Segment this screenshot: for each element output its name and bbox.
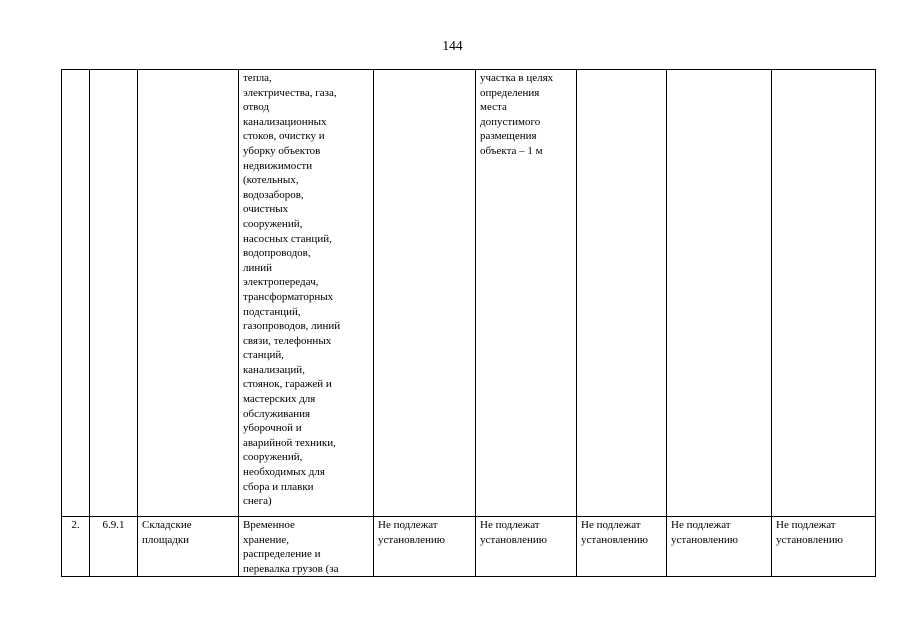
text-line: обслуживания (243, 407, 311, 420)
text-line: линий (243, 261, 273, 274)
text-line: Не подлежат (378, 519, 438, 531)
text-line: станций, (243, 349, 285, 362)
text-line: стоянок, гаражей и (243, 378, 332, 391)
text-line: участка в целях (480, 72, 554, 84)
name-cell (138, 517, 239, 577)
text-line: очистных (243, 203, 289, 216)
text-line: перевалка грузов (за (243, 562, 339, 575)
text-line: объекта – 1 м (480, 144, 543, 157)
text-line: установлению (776, 533, 844, 546)
description-cell (239, 70, 374, 517)
row-number-cell: 2. (62, 517, 90, 577)
text-line: необходимых для (243, 466, 325, 479)
text-line: стоков, очистку и (243, 130, 325, 143)
text-line: Не подлежат (480, 519, 540, 531)
text-line: определения (480, 86, 540, 99)
text-line: допустимого (480, 115, 541, 128)
text-line: электропередач, (243, 276, 319, 289)
floors-cell (577, 517, 667, 577)
text-line: электричества, газа, (243, 86, 337, 99)
text-line: распределение и (243, 548, 321, 561)
text-line: подстанций, (243, 305, 301, 318)
code-cell: 6.9.1 (90, 517, 138, 577)
text-line: Не подлежат (581, 519, 641, 531)
text-line: водопроводов, (243, 247, 311, 260)
text-line: установлению (671, 533, 739, 546)
parameter-cell (374, 70, 476, 517)
text-line: места (480, 101, 507, 114)
text-line: тепла, (243, 72, 272, 84)
row-number-cell (62, 70, 90, 517)
text-line: сбора и плавки (243, 480, 314, 493)
text-line: недвижимости (243, 159, 313, 172)
text-line: установлению (378, 533, 446, 546)
text-line: аварийной техники, (243, 436, 336, 449)
text-line: газопроводов, линий (243, 320, 341, 333)
text-line: Не подлежат (776, 519, 836, 531)
description-cell (239, 517, 374, 577)
min-size-cell (374, 517, 476, 577)
parameter-cell (667, 70, 772, 517)
text-line: канализационных (243, 115, 327, 128)
text-line: размещения (480, 130, 537, 143)
other-params-cell (772, 517, 876, 577)
text-line: установлению (480, 533, 548, 546)
text-line: уборку объектов (243, 144, 321, 157)
text-line: сооружений, (243, 217, 303, 230)
text-line: мастерских для (243, 393, 316, 406)
text-line: площадки (142, 533, 190, 546)
text-line: Не подлежат (671, 519, 731, 531)
text-line: Складские (142, 519, 192, 531)
text-line: установлению (581, 533, 649, 546)
setback-cell (476, 517, 577, 577)
text-line: уборочной и (243, 422, 302, 435)
text-line: отвод (243, 101, 270, 114)
text-line: хранение, (243, 533, 290, 546)
text-line: насосных станций, (243, 232, 332, 245)
text-line: снега) (243, 495, 272, 508)
table-row (62, 70, 876, 517)
coverage-cell (667, 517, 772, 577)
name-cell (138, 70, 239, 517)
text-line: трансформаторных (243, 290, 334, 303)
text-line: сооружений, (243, 451, 303, 464)
table-row (62, 517, 876, 577)
text-line: (котельных, (243, 174, 299, 187)
parameter-cell (772, 70, 876, 517)
page-number: 144 (442, 38, 463, 53)
text-line: Временное (243, 519, 295, 531)
code-cell (90, 70, 138, 517)
text-line: канализаций, (243, 363, 305, 376)
text-line: связи, телефонных (243, 334, 332, 347)
text-line: водозаборов, (243, 188, 304, 201)
setback-cell (476, 70, 577, 517)
parameter-cell (577, 70, 667, 517)
regulations-table (61, 69, 876, 577)
